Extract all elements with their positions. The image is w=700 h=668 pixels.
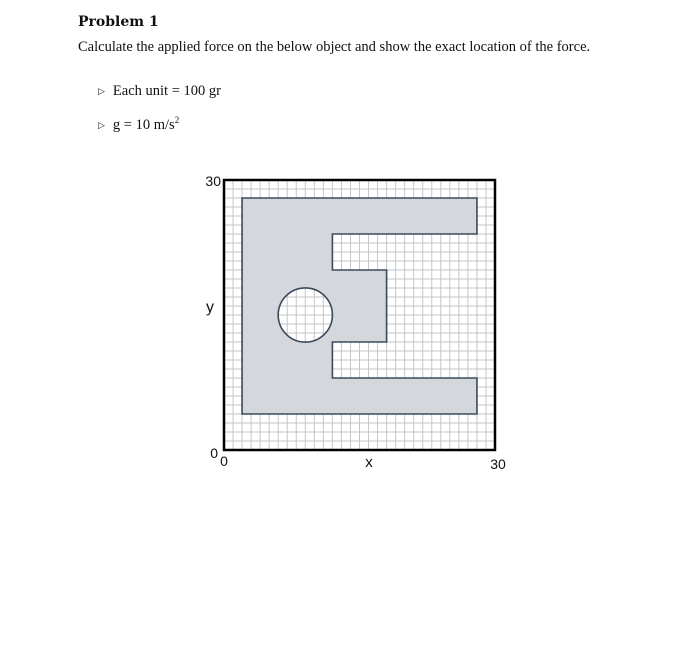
triangle-bullet-icon: ▷ (98, 119, 105, 130)
given-gravity-text: g = 10 $m/s^2$ (112, 115, 180, 133)
problem-title: Problem 1 (78, 14, 159, 30)
problem-statement: Calculate the applied force on the below object and show the exact location of the force. (78, 39, 591, 55)
x-min-label: 0 (220, 453, 228, 469)
given-unit-mass-text: Each unit = 100 gr (112, 83, 221, 99)
y-axis-label: y (206, 299, 214, 316)
gravity-exponent: 2 (174, 115, 180, 125)
y-max-label: 30 (205, 173, 221, 189)
x-max-label: 30 (490, 456, 506, 472)
triangle-bullet-icon: ▷ (98, 86, 105, 96)
x-axis-label: x (365, 454, 373, 471)
y-min-label: 0 (210, 445, 218, 461)
